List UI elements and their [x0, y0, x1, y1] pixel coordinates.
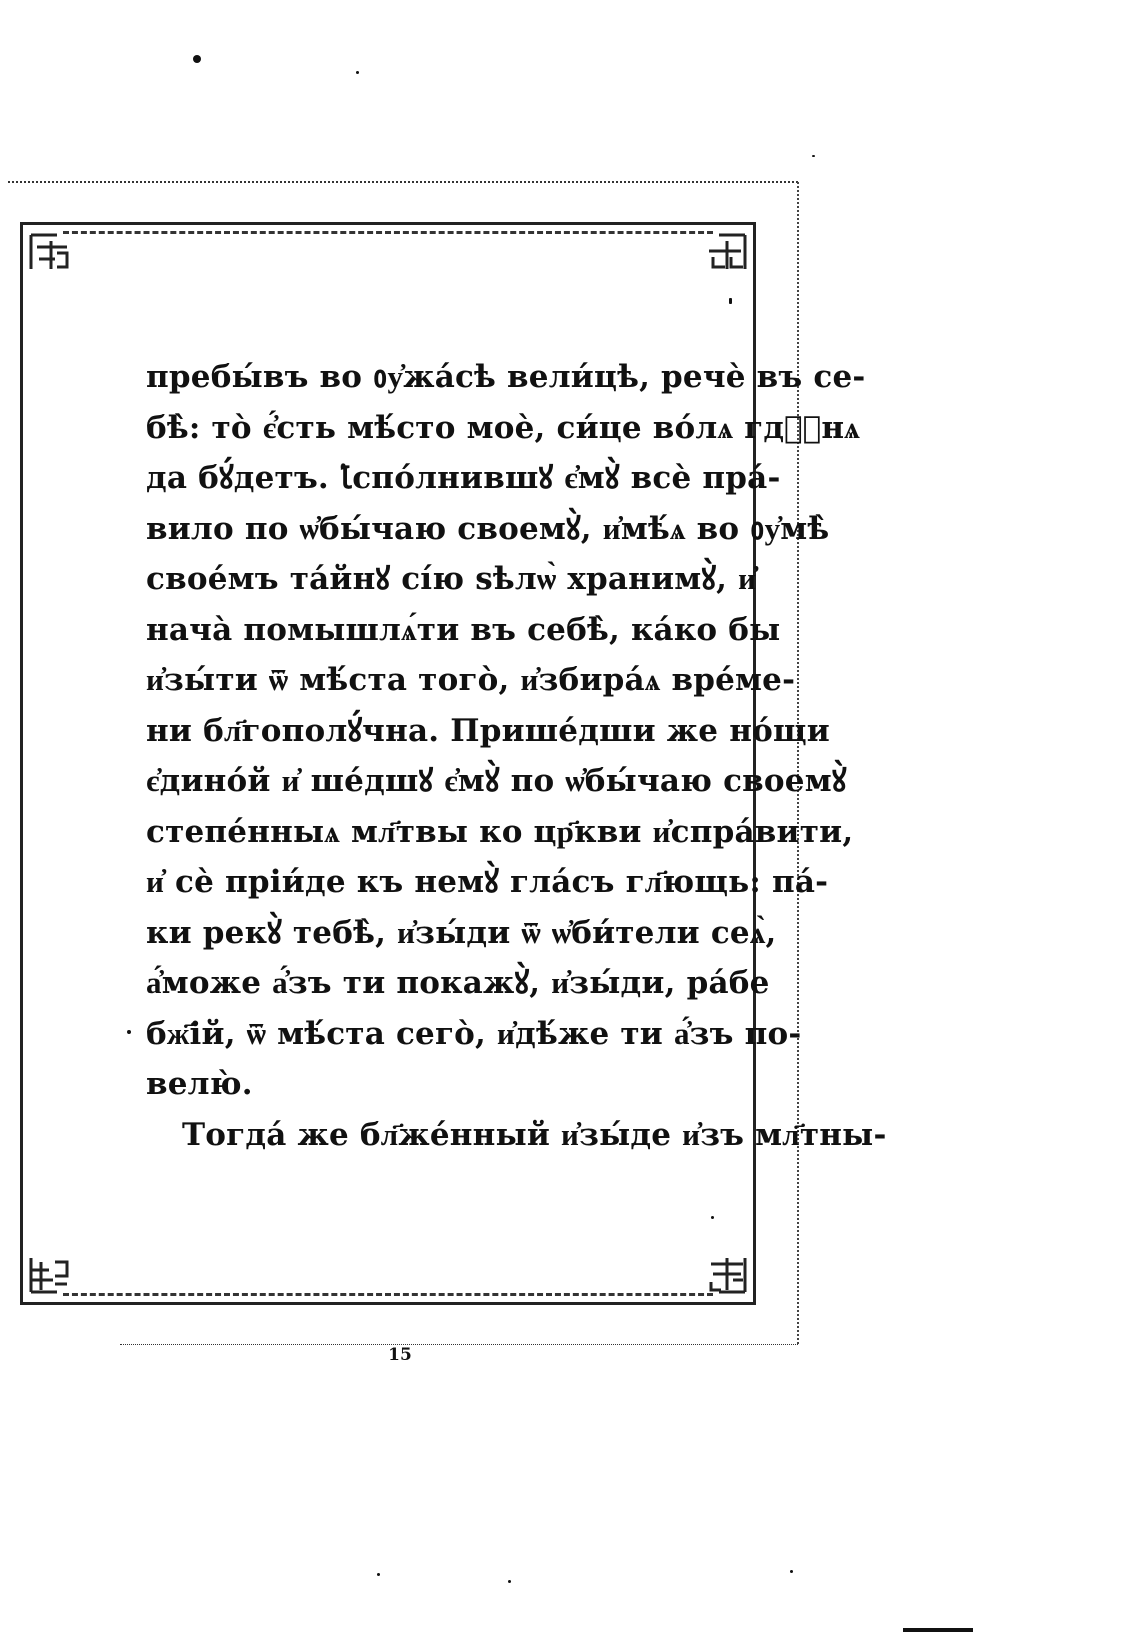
text-line: пребы́въ во ᲂу҆жа́сѣ вели́цѣ, речѐ въ се- — [146, 359, 866, 395]
text-line: и҆зы́ти ѿ мѣ́ста того̀, и҆збира́ѧ вре́ме- — [146, 662, 796, 698]
text-line: велю̀. — [146, 1066, 253, 1102]
corner-ornament-icon — [705, 229, 749, 273]
text-line: є҆дино́й и҆ ше́дшꙋ є҆мꙋ̀ по ѡ҆бы́чаю своемꙋ̀ — [146, 763, 847, 799]
scan-edge-mark — [903, 1628, 973, 1632]
top-dotted-rule — [8, 181, 798, 183]
page-text — [146, 352, 887, 1160]
page-number: 15 — [388, 1345, 412, 1365]
text-line: степе́нныѧ мл҃твы ко цр҃кви и҆спра́вити, — [146, 813, 854, 850]
text-line: а҆́може а҆́зъ ти покажꙋ̀, и҆зы́ди, ра́бе — [146, 965, 770, 1001]
frame-inner-top-rule — [63, 231, 713, 234]
corner-ornament-icon — [27, 1254, 71, 1298]
text-line: и҆ сѐ пріи́де къ немꙋ̀ гла́съ гл҃ющь: па́- — [146, 864, 829, 900]
ink-speck — [356, 71, 359, 74]
ink-speck — [377, 1573, 380, 1576]
ink-speck — [193, 55, 201, 63]
text-line: да бꙋ́детъ. Ꙇ҆спо́лнившꙋ є҆мꙋ̀ всѐ пра́- — [146, 460, 781, 496]
text-line: ки рекꙋ̀ тебѣ̀, и҆зы́ди ѿ ѡ҆би́тели сеѧ̀, — [146, 914, 777, 951]
paragraph-start-line: Тогда́ же бл҃же́нный и҆зы́де и҆зъ мл҃тны- — [182, 1116, 887, 1153]
ink-speck — [812, 155, 815, 157]
frame-inner-bottom-rule — [63, 1293, 713, 1296]
bottom-dotted-rule — [120, 1344, 798, 1345]
corner-ornament-icon — [27, 229, 71, 273]
ink-speck — [508, 1580, 511, 1583]
text-line: ни бл҃гополꙋ́чна. Прише́дши же но́щи — [146, 712, 830, 749]
text-line: нача̀ помышлѧ́ти въ себѣ̀, ка́ко бы — [146, 611, 781, 648]
text-line: вило по ѡ҆бы́чаю своемꙋ̀, и҆мѣ́ѧ во ᲂу҆мѣ̀ — [146, 510, 830, 547]
ink-speck — [790, 1570, 793, 1573]
text-line: бж҃ій, ѿ мѣ́ста сего̀, и҆дѣ́же ти а҆́зъ по- — [146, 1015, 802, 1052]
text-line: свое́мъ та́йнꙋ сі́ю ѕѣлѡ̀ хранимꙋ̀, и҆ — [146, 561, 757, 597]
text-line: бѣ̀: то̀ є҆́сть мѣ́сто моѐ, си́це во́лѧ гдⷭ҇нѧ — [146, 409, 860, 446]
corner-ornament-icon — [705, 1254, 749, 1298]
